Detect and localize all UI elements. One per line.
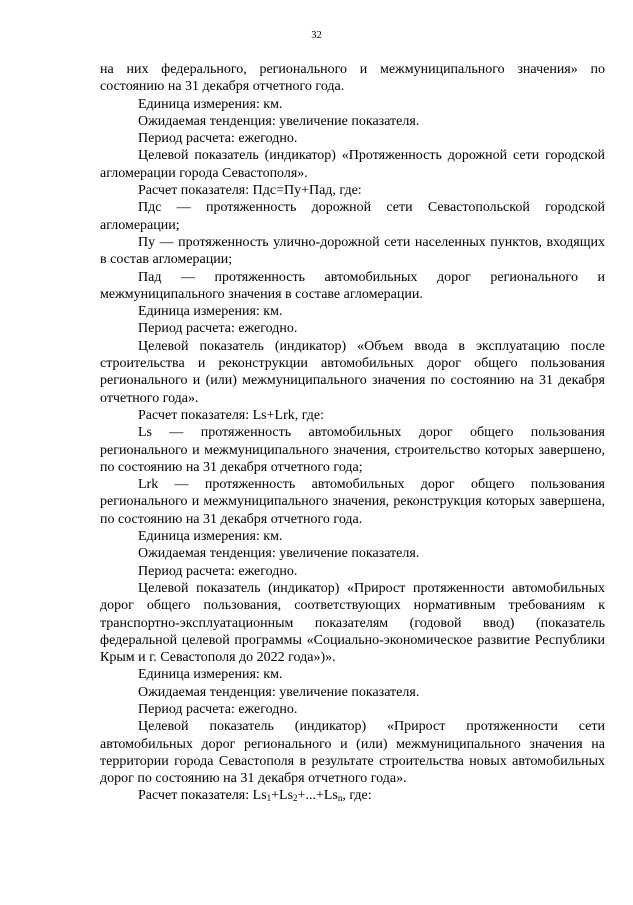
paragraph: Единица измерения: км. [138, 304, 283, 320]
formula-term: +Ls [271, 788, 294, 804]
paragraph: Целевой показатель (индикатор) «Объем ввода в эксплуатацию после строительства и реконструкции автомобильных дорог общего пользования регионального и (или) межмуниципального значения по состоянию на 31 декабря отчетного года». [100, 338, 605, 406]
paragraph: Целевой показатель (индикатор) «Протяженность дорожной сети городской агломерации города Севастополя». [100, 148, 605, 181]
paragraph: Lrk — протяженность автомобильных дорог общего пользования регионального и межмуниципального значения, реконструкция которых завершена, по состоянию на 31 декабря отчетного года. [100, 477, 605, 527]
paragraph: Период расчета: ежегодно. [138, 131, 298, 147]
paragraph: Ожидаемая тенденция: увеличение показателя. [138, 113, 420, 129]
formula-term: Ls [252, 788, 267, 804]
paragraph: Период расчета: ежегодно. [138, 321, 298, 337]
paragraph: Ожидаемая тенденция: увеличение показателя. [138, 546, 420, 562]
paragraph: Расчет показателя: Ls+Lrk, где: [138, 407, 325, 423]
paragraph: Пад — протяженность автомобильных дорог регионального и межмуниципального значения в составе агломерации. [100, 269, 605, 302]
paragraph: Ls — протяженность автомобильных дорог общего пользования регионального и межмуниципального значения, строительство которых завершено, по состоянию на 31 декабря отчетного года; [100, 425, 605, 475]
page-number: 32 [311, 30, 322, 41]
formula-prefix: Расчет показателя: [138, 788, 253, 804]
paragraph: Ожидаемая тенденция: увеличение показателя. [138, 684, 420, 700]
formula-paragraph [100, 787, 605, 804]
document-body [100, 61, 605, 805]
paragraph: Целевой показатель (индикатор) «Прирост протяженности сети автомобильных дорог регионального и (или) межмуниципального значения на территории города Севастополя в результате строительства новых автомобильных дорог по состоянию на 31 декабря отчетного года». [100, 719, 605, 787]
formula-suffix: , где: [342, 788, 372, 804]
paragraph: Пдс — протяженность дорожной сети Севастопольской городской агломерации; [100, 200, 605, 233]
paragraph: Единица измерения: км. [138, 667, 283, 683]
paragraph: Целевой показатель (индикатор) «Прирост протяженности автомобильных дорог общего пользования, соответствующих нормативным требованиям к транспортно-эксплуатационным показателям (годовой ввод) (показатель федеральной целевой программы «Социально-экономическое развитие Республики Крым и г. Севастополя до 2022 года»)». [100, 580, 605, 666]
paragraph: Единица измерения: км. [138, 96, 283, 112]
formula-subscript: n [337, 793, 343, 804]
paragraph: Период расчета: ежегодно. [138, 701, 298, 717]
paragraph: Период расчета: ежегодно. [138, 563, 298, 579]
paragraph: Единица измерения: км. [138, 529, 283, 545]
formula-subscript: 2 [293, 793, 298, 804]
paragraph: Пу — протяженность улично-дорожной сети населенных пунктов, входящих в состав агломерации; [100, 234, 605, 268]
formula-subscript: 1 [266, 793, 272, 804]
formula-term: +...+Ls [297, 788, 338, 804]
paragraph: на них федерального, регионального и межмуниципального значения» по состоянию на 31 декабря отчетного года. [100, 62, 605, 95]
paragraph: Расчет показателя: Пдс=Пу+Пад, где: [138, 183, 362, 199]
